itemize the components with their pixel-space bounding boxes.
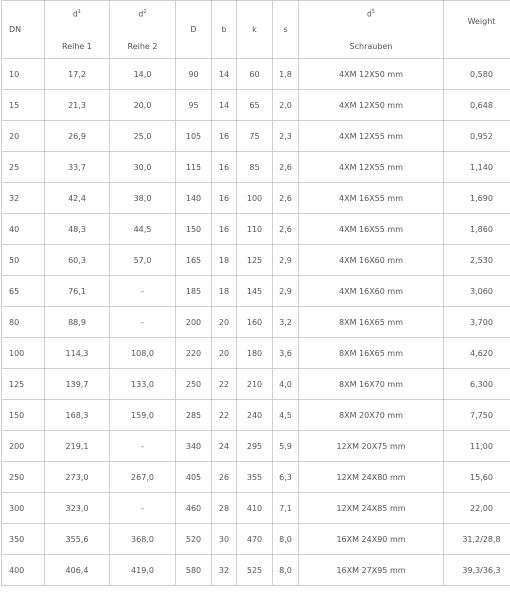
- cell-s: 2,3: [273, 121, 299, 152]
- cell-k: 60: [237, 59, 273, 90]
- cell-D: 140: [176, 183, 212, 214]
- cell-d1: 139,7: [45, 369, 110, 400]
- cell-d1: 60,3: [45, 245, 110, 276]
- cell-k: 355: [237, 462, 273, 493]
- cell-dn: 40: [2, 214, 45, 245]
- cell-bolts: 4XM 12X55 mm: [299, 152, 444, 183]
- cell-bolts: 12XM 24X80 mm: [299, 462, 444, 493]
- cell-bolts: 12XM 20X75 mm: [299, 431, 444, 462]
- header-bolts: [299, 1, 444, 59]
- cell-d2: 267,0: [110, 462, 176, 493]
- cell-D: 520: [176, 524, 212, 555]
- header-weight: Weight: [444, 1, 510, 59]
- table-row: [2, 555, 510, 586]
- cell-k: 295: [237, 431, 273, 462]
- cell-d1: 42,4: [45, 183, 110, 214]
- cell-d1: 168,3: [45, 400, 110, 431]
- cell-d2: 44,5: [110, 214, 176, 245]
- cell-d2: 133,0: [110, 369, 176, 400]
- cell-D: 105: [176, 121, 212, 152]
- cell-d2: 368,0: [110, 524, 176, 555]
- cell-dn: 125: [2, 369, 45, 400]
- table-row: [2, 121, 510, 152]
- cell-weight: 39,3/36,3: [444, 555, 510, 586]
- cell-weight: 31,2/28,8: [444, 524, 510, 555]
- cell-weight: 3,060: [444, 276, 510, 307]
- cell-bolts: 16XM 27X95 mm: [299, 555, 444, 586]
- cell-k: 125: [237, 245, 273, 276]
- cell-b: 32: [212, 555, 237, 586]
- cell-d1: 33,7: [45, 152, 110, 183]
- cell-dn: 50: [2, 245, 45, 276]
- cell-s: 4,0: [273, 369, 299, 400]
- cell-weight: 1,140: [444, 152, 510, 183]
- table-row: [2, 524, 510, 555]
- table-row: [2, 90, 510, 121]
- cell-b: 22: [212, 400, 237, 431]
- cell-bolts: 4XM 12X50 mm: [299, 90, 444, 121]
- cell-d1: 323,0: [45, 493, 110, 524]
- cell-bolts: 8XM 16X65 mm: [299, 338, 444, 369]
- cell-dn: 200: [2, 431, 45, 462]
- header-d1: [45, 1, 110, 59]
- cell-bolts: 4XM 16X55 mm: [299, 183, 444, 214]
- table-body: [2, 59, 510, 586]
- cell-b: 18: [212, 276, 237, 307]
- cell-D: 90: [176, 59, 212, 90]
- cell-d2: 25,0: [110, 121, 176, 152]
- table-row: [2, 369, 510, 400]
- header-d1-sub: Reihe 1: [62, 41, 92, 51]
- cell-d2: -: [110, 493, 176, 524]
- cell-k: 75: [237, 121, 273, 152]
- cell-D: 340: [176, 431, 212, 462]
- cell-weight: 4,620: [444, 338, 510, 369]
- cell-s: 8,0: [273, 524, 299, 555]
- cell-dn: 400: [2, 555, 45, 586]
- cell-d2: 108,0: [110, 338, 176, 369]
- cell-dn: 20: [2, 121, 45, 152]
- cell-D: 405: [176, 462, 212, 493]
- cell-b: 20: [212, 307, 237, 338]
- header-d2-sub: Reihe 2: [127, 41, 158, 51]
- cell-s: 2,6: [273, 183, 299, 214]
- table-header: [2, 1, 510, 59]
- cell-d1: 76,1: [45, 276, 110, 307]
- cell-k: 145: [237, 276, 273, 307]
- table-row: [2, 400, 510, 431]
- table-row: [2, 462, 510, 493]
- cell-D: 200: [176, 307, 212, 338]
- cell-bolts: 8XM 16X65 mm: [299, 307, 444, 338]
- cell-dn: 250: [2, 462, 45, 493]
- table-row: [2, 214, 510, 245]
- cell-b: 26: [212, 462, 237, 493]
- cell-dn: 150: [2, 400, 45, 431]
- cell-b: 20: [212, 338, 237, 369]
- cell-s: 4,5: [273, 400, 299, 431]
- cell-d1: 17,2: [45, 59, 110, 90]
- cell-weight: 2,530: [444, 245, 510, 276]
- header-k: k: [237, 1, 273, 59]
- table-row: [2, 338, 510, 369]
- cell-d2: -: [110, 276, 176, 307]
- table-row: [2, 431, 510, 462]
- cell-k: 210: [237, 369, 273, 400]
- cell-weight: 1,690: [444, 183, 510, 214]
- cell-bolts: 4XM 16X55 mm: [299, 214, 444, 245]
- cell-s: 2,0: [273, 90, 299, 121]
- table-row: [2, 152, 510, 183]
- table-row: [2, 493, 510, 524]
- cell-weight: 0,648: [444, 90, 510, 121]
- cell-D: 150: [176, 214, 212, 245]
- cell-b: 30: [212, 524, 237, 555]
- header-dn: DN: [2, 1, 45, 59]
- table-row: [2, 59, 510, 90]
- cell-b: 22: [212, 369, 237, 400]
- cell-D: 185: [176, 276, 212, 307]
- cell-b: 14: [212, 90, 237, 121]
- cell-b: 16: [212, 214, 237, 245]
- cell-D: 165: [176, 245, 212, 276]
- table-row: [2, 307, 510, 338]
- cell-weight: 15,60: [444, 462, 510, 493]
- cell-k: 410: [237, 493, 273, 524]
- cell-b: 18: [212, 245, 237, 276]
- cell-k: 240: [237, 400, 273, 431]
- cell-b: 14: [212, 59, 237, 90]
- cell-bolts: 4XM 16X60 mm: [299, 276, 444, 307]
- cell-d1: 114,3: [45, 338, 110, 369]
- cell-weight: 7,750: [444, 400, 510, 431]
- cell-b: 24: [212, 431, 237, 462]
- cell-k: 110: [237, 214, 273, 245]
- cell-d2: -: [110, 431, 176, 462]
- cell-b: 16: [212, 183, 237, 214]
- header-D: D: [176, 1, 212, 59]
- cell-dn: 65: [2, 276, 45, 307]
- cell-s: 2,9: [273, 245, 299, 276]
- cell-d1: 219,1: [45, 431, 110, 462]
- cell-s: 1,8: [273, 59, 299, 90]
- header-b: b: [212, 1, 237, 59]
- cell-bolts: 4XM 16X60 mm: [299, 245, 444, 276]
- cell-dn: 350: [2, 524, 45, 555]
- cell-bolts: 12XM 24X85 mm: [299, 493, 444, 524]
- cell-s: 8,0: [273, 555, 299, 586]
- cell-k: 85: [237, 152, 273, 183]
- cell-b: 28: [212, 493, 237, 524]
- cell-d2: 20,0: [110, 90, 176, 121]
- cell-weight: 6,300: [444, 369, 510, 400]
- cell-k: 525: [237, 555, 273, 586]
- cell-dn: 25: [2, 152, 45, 183]
- cell-d1: 26,9: [45, 121, 110, 152]
- cell-D: 220: [176, 338, 212, 369]
- cell-d2: -: [110, 307, 176, 338]
- cell-d2: 419,0: [110, 555, 176, 586]
- cell-s: 5,9: [273, 431, 299, 462]
- cell-weight: 0,952: [444, 121, 510, 152]
- cell-D: 95: [176, 90, 212, 121]
- cell-weight: 0,580: [444, 59, 510, 90]
- cell-d2: 30,0: [110, 152, 176, 183]
- cell-dn: 80: [2, 307, 45, 338]
- cell-s: 6,3: [273, 462, 299, 493]
- cell-d2: 57,0: [110, 245, 176, 276]
- cell-D: 460: [176, 493, 212, 524]
- cell-s: 2,6: [273, 214, 299, 245]
- header-d2: [110, 1, 176, 59]
- table-row: [2, 183, 510, 214]
- cell-D: 115: [176, 152, 212, 183]
- header-d1-symbol: $d^1$: [73, 8, 81, 18]
- cell-dn: 10: [2, 59, 45, 90]
- cell-s: 2,6: [273, 152, 299, 183]
- flange-dimensions-table: [1, 0, 510, 586]
- table-row: [2, 276, 510, 307]
- cell-D: 285: [176, 400, 212, 431]
- cell-bolts: 8XM 16X70 mm: [299, 369, 444, 400]
- cell-dn: 32: [2, 183, 45, 214]
- cell-d2: 159,0: [110, 400, 176, 431]
- cell-d1: 355,6: [45, 524, 110, 555]
- table-row: [2, 245, 510, 276]
- cell-bolts: 4XM 12X50 mm: [299, 59, 444, 90]
- cell-bolts: 4XM 12X55 mm: [299, 121, 444, 152]
- header-s: s: [273, 1, 299, 59]
- cell-weight: 22,00: [444, 493, 510, 524]
- cell-b: 16: [212, 121, 237, 152]
- header-d2-symbol: $d^2$: [138, 8, 147, 18]
- cell-k: 100: [237, 183, 273, 214]
- cell-d1: 273,0: [45, 462, 110, 493]
- cell-D: 250: [176, 369, 212, 400]
- header-d5-symbol: $d^5$: [367, 8, 375, 18]
- cell-weight: 3,700: [444, 307, 510, 338]
- cell-s: 7,1: [273, 493, 299, 524]
- cell-k: 160: [237, 307, 273, 338]
- cell-d1: 21,3: [45, 90, 110, 121]
- cell-s: 3,6: [273, 338, 299, 369]
- cell-bolts: 16XM 24X90 mm: [299, 524, 444, 555]
- cell-k: 180: [237, 338, 273, 369]
- cell-dn: 15: [2, 90, 45, 121]
- cell-dn: 100: [2, 338, 45, 369]
- cell-d1: 406,4: [45, 555, 110, 586]
- cell-weight: 1,860: [444, 214, 510, 245]
- header-d5-sub: Schrauben: [349, 41, 393, 51]
- cell-d2: 38,0: [110, 183, 176, 214]
- cell-bolts: 8XM 20X70 mm: [299, 400, 444, 431]
- cell-d1: 88,9: [45, 307, 110, 338]
- cell-s: 2,9: [273, 276, 299, 307]
- cell-s: 3,2: [273, 307, 299, 338]
- cell-d1: 48,3: [45, 214, 110, 245]
- cell-k: 470: [237, 524, 273, 555]
- cell-d2: 14,0: [110, 59, 176, 90]
- cell-D: 580: [176, 555, 212, 586]
- cell-b: 16: [212, 152, 237, 183]
- cell-dn: 300: [2, 493, 45, 524]
- header-row: [2, 1, 510, 59]
- cell-k: 65: [237, 90, 273, 121]
- cell-weight: 11,00: [444, 431, 510, 462]
